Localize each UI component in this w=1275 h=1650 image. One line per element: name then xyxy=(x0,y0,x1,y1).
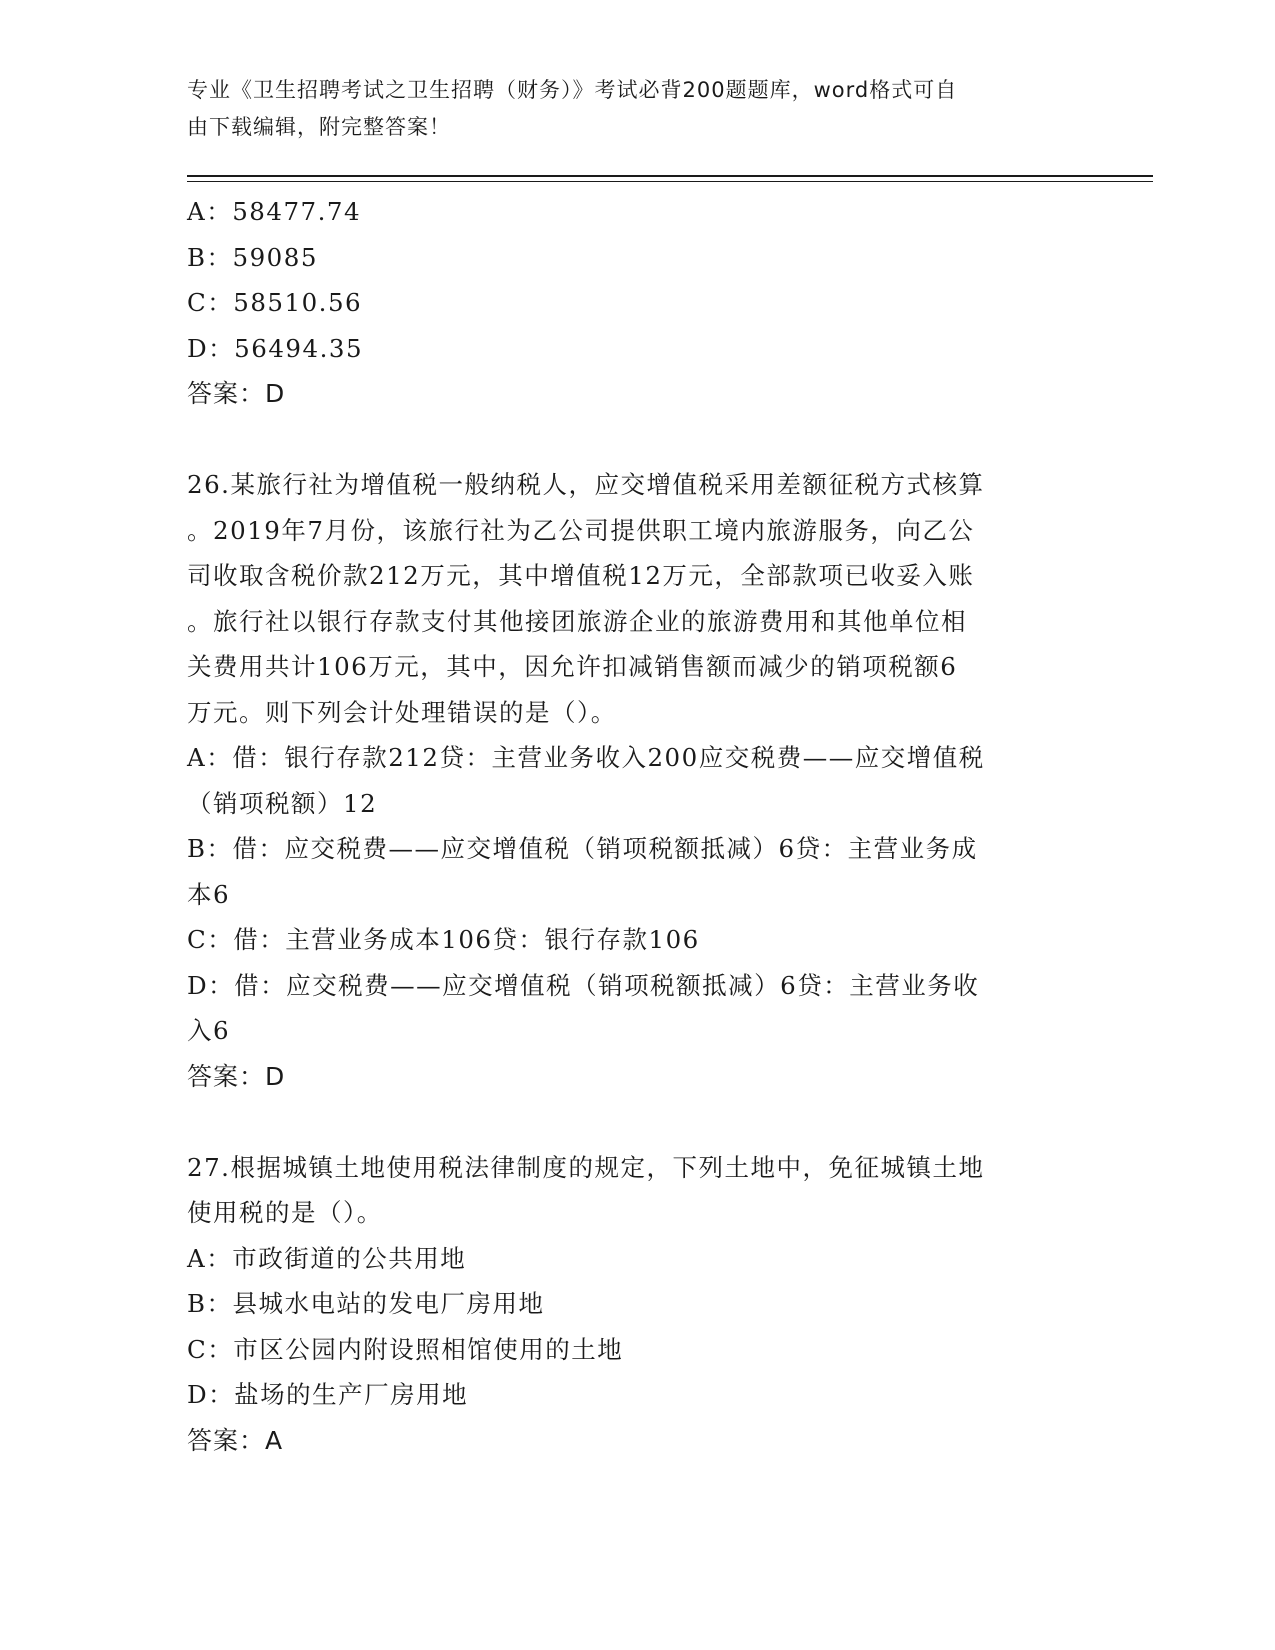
question-stem-line: 。2019年7月份，该旅行社为乙公司提供职工境内旅游服务，向乙公 xyxy=(187,515,975,545)
option-a-continued: （销项税额）12 xyxy=(187,788,378,818)
answer-line: 答案：D xyxy=(187,1061,286,1091)
question-stem-line: 。旅行社以银行存款支付其他接团旅游企业的旅游费用和其他单位相 xyxy=(187,606,967,636)
question-26-block xyxy=(187,462,1077,1099)
header-divider-thin xyxy=(187,181,1153,182)
answer-line: 答案：A xyxy=(187,1425,284,1455)
question-content xyxy=(187,189,1077,1463)
option-d-continued: 入6 xyxy=(187,1016,231,1045)
option-d: D：盐场的生产厂房用地 xyxy=(187,1380,469,1409)
question-stem-line: 万元。则下列会计处理错误的是（）。 xyxy=(187,697,617,727)
option-b: B：县城水电站的发电厂房用地 xyxy=(187,1289,545,1318)
prev-question-block xyxy=(187,189,1077,417)
option-a: A：借：银行存款212贷：主营业务收入200应交税费——应交增值税 xyxy=(187,743,985,772)
question-stem-line: 27.根据城镇土地使用税法律制度的规定，下列土地中，免征城镇土地 xyxy=(187,1152,985,1182)
option-b-continued: 本6 xyxy=(187,879,231,909)
option-c: C：58510.56 xyxy=(187,288,363,317)
document-header xyxy=(187,72,1067,146)
spacer xyxy=(187,1099,1077,1145)
option-a: A：市政街道的公共用地 xyxy=(187,1243,467,1273)
option-d: D：56494.35 xyxy=(187,333,364,363)
option-d: D：借：应交税费——应交增值税（销项税额抵减）6贷：主营业务收 xyxy=(187,970,980,1000)
header-line-2: 由下载编辑，附完整答案！ xyxy=(187,115,451,139)
header-divider-thick xyxy=(187,175,1153,177)
option-b: B：59085 xyxy=(187,242,318,272)
option-a: A：58477.74 xyxy=(187,197,362,226)
spacer xyxy=(187,417,1077,463)
question-stem-line: 26.某旅行社为增值税一般纳税人，应交增值税采用差额征税方式核算 xyxy=(187,470,985,499)
option-b: B：借：应交税费——应交增值税（销项税额抵减）6贷：主营业务成 xyxy=(187,834,978,863)
question-stem-line: 关费用共计106万元，其中，因允许扣减销售额而减少的销项税额6 xyxy=(187,652,958,681)
question-stem-line: 司收取含税价款212万元，其中增值税12万元，全部款项已收妥入账 xyxy=(187,561,975,590)
option-c: C：借：主营业务成本106贷：银行存款106 xyxy=(187,925,700,954)
answer-line: 答案：D xyxy=(187,379,286,408)
question-27-block xyxy=(187,1145,1077,1464)
option-c: C：市区公园内附设照相馆使用的土地 xyxy=(187,1334,624,1364)
header-line-1: 专业《卫生招聘考试之卫生招聘（财务）》考试必背200题题库，word格式可自 xyxy=(187,78,958,102)
question-stem-line: 使用税的是（）。 xyxy=(187,1198,383,1227)
